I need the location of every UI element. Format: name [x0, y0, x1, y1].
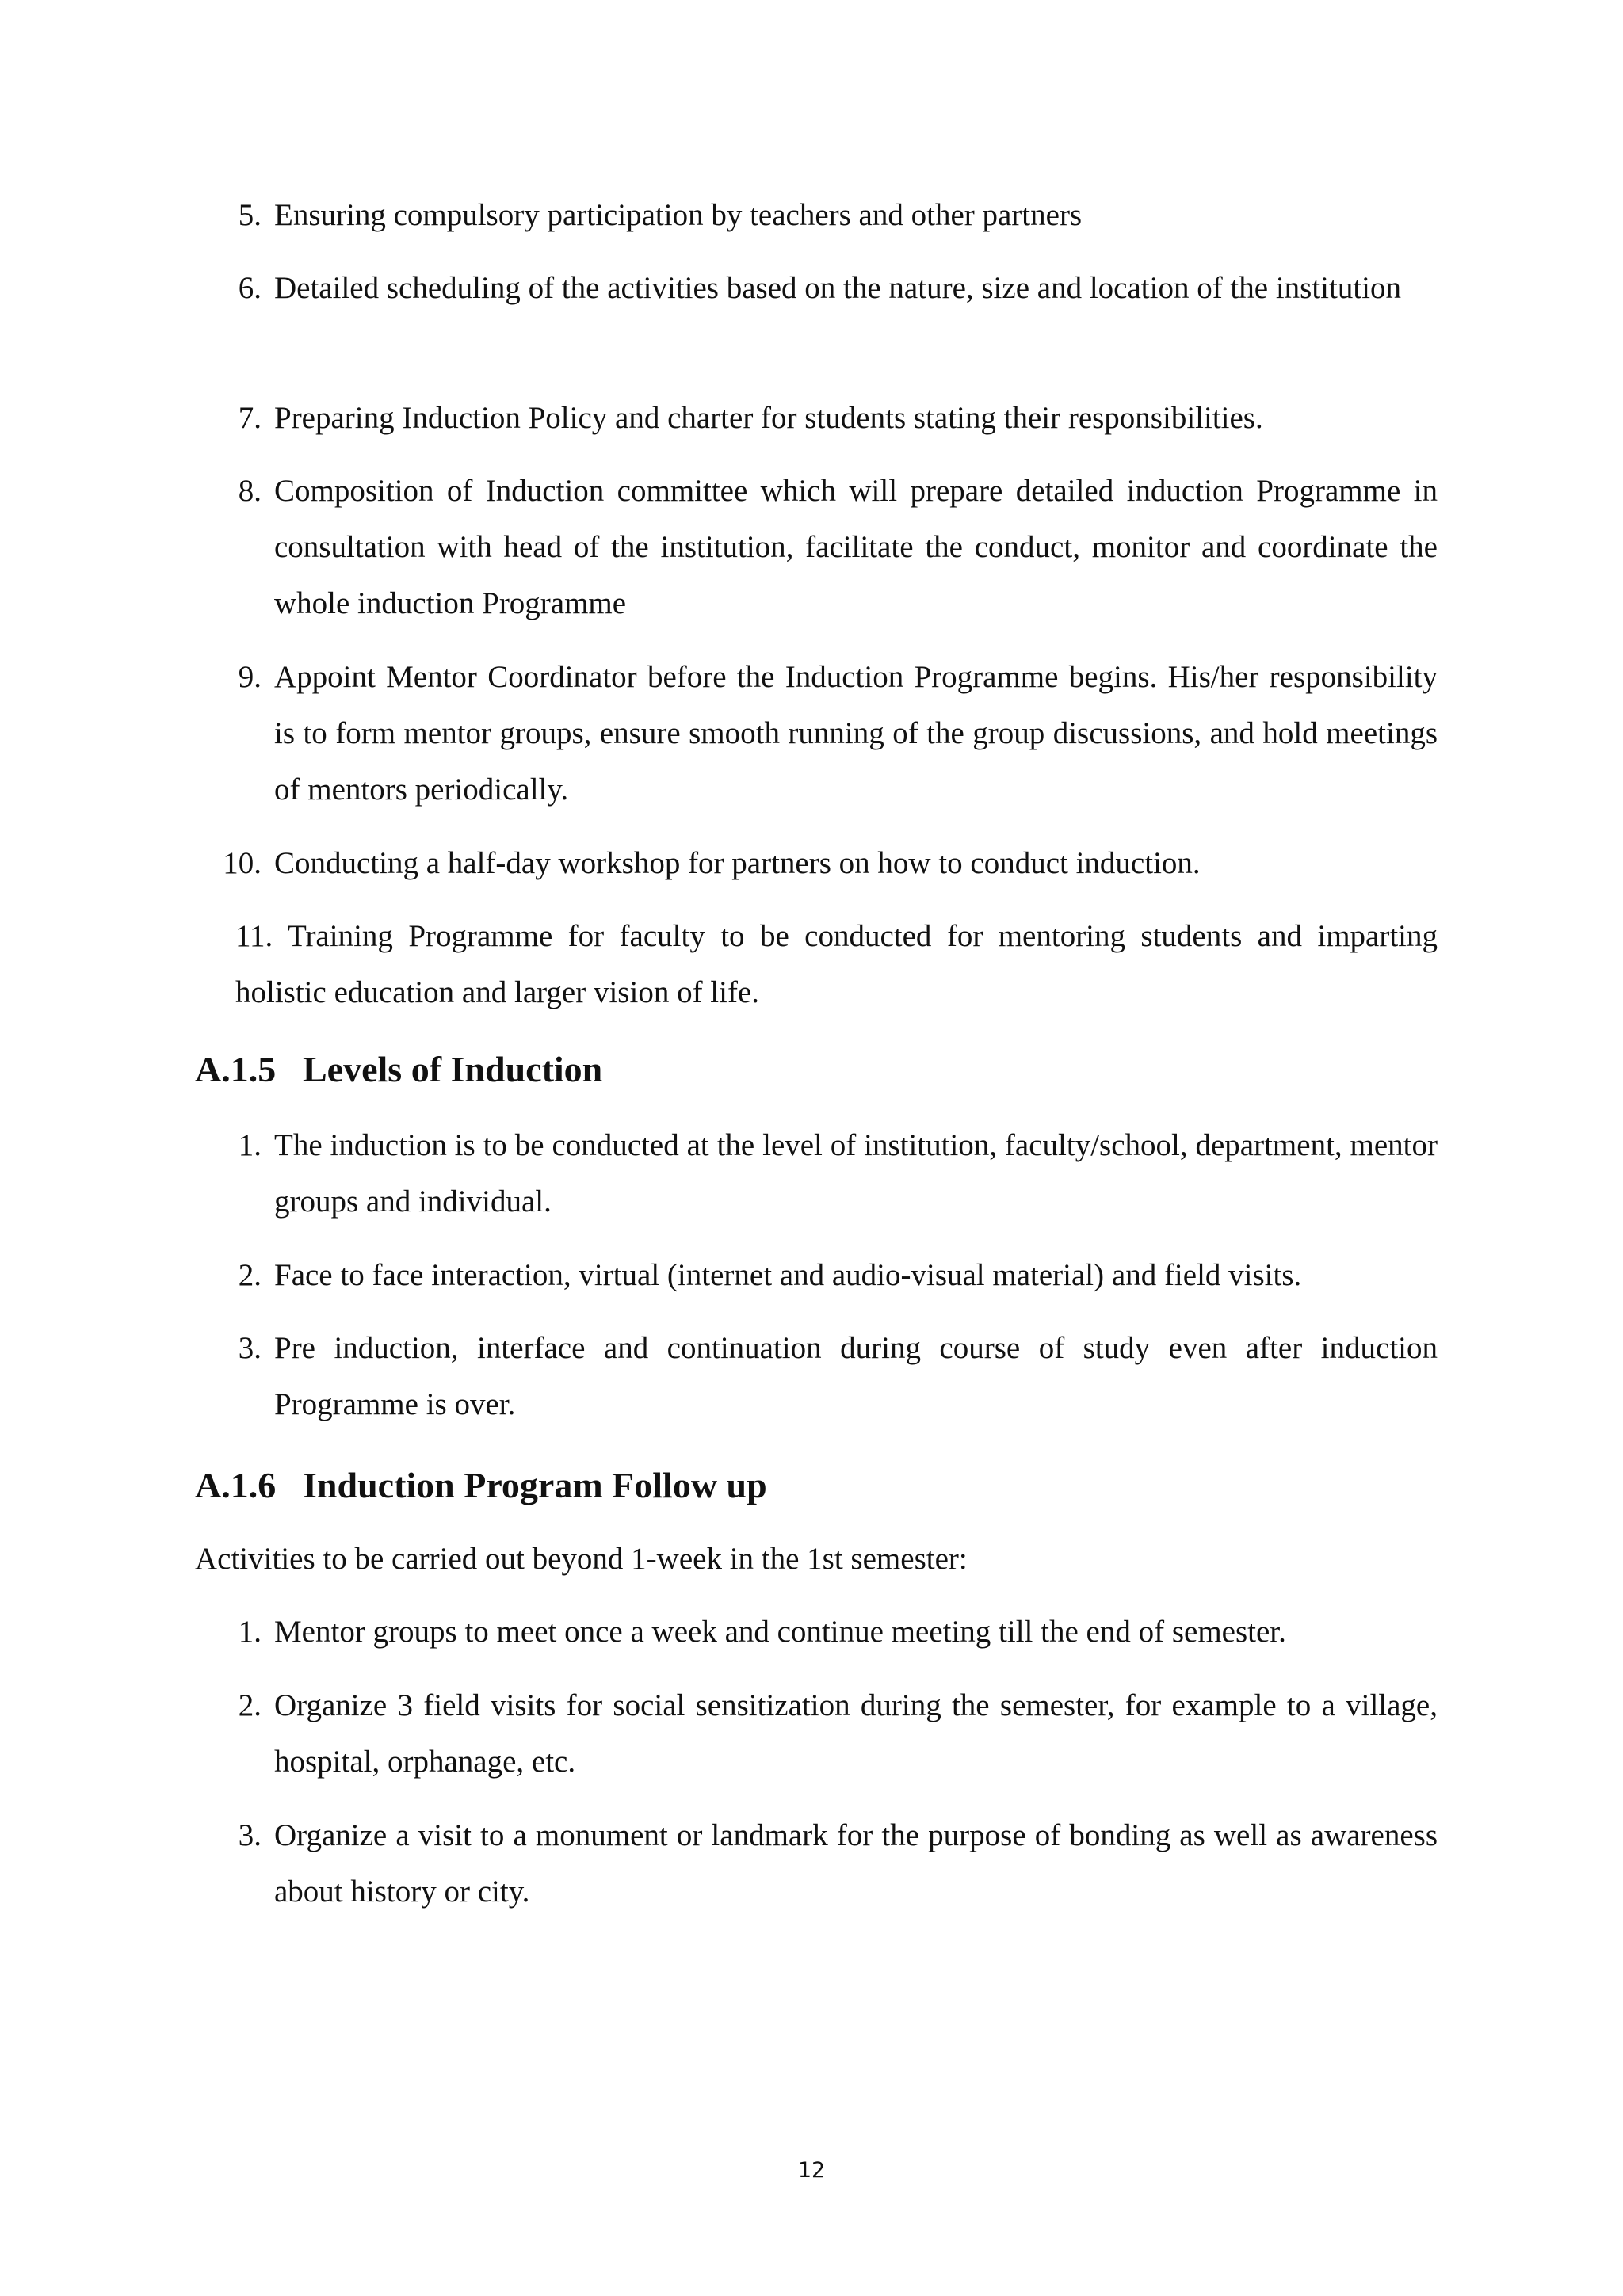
page-number: 12: [797, 2158, 826, 2183]
section-title: Induction Program Follow up: [303, 1465, 767, 1505]
list-text: Composition of Induction committee which will prepare detailed induction Programme in consultation with head of the institution, facilitate the conduct, monitor and coordinate the whole induction Programme: [274, 474, 1438, 620]
list-text: Ensuring compulsory participation by teachers and other partners: [274, 198, 1083, 232]
list-number: 3.: [238, 1331, 262, 1365]
list-text: Organize a visit to a monument or landmark for the purpose of bonding as well as awareness about history or city.: [274, 1818, 1438, 1909]
list-text: Organize 3 field visits for social sensitization during the semester, for example to a village, hospital, orphanage, etc.: [274, 1688, 1438, 1779]
list-text: Conducting a half-day workshop for partners on how to conduct induction.: [274, 846, 1201, 880]
section-intro: Activities to be carried out beyond 1-week in the 1st semester:: [195, 1542, 968, 1576]
section-title: Levels of Induction: [303, 1049, 603, 1089]
list-text: Detailed scheduling of the activities based on the nature, size and location of the institution: [274, 271, 1402, 305]
section-heading-a15: [195, 1046, 602, 1093]
list-number: 10.: [223, 846, 262, 880]
section-number: A.1.5: [195, 1049, 277, 1089]
list-text: Face to face interaction, virtual (internet and audio-visual material) and field visits.: [274, 1258, 1302, 1292]
list-item-11: 11. Training Programme for faculty to be conducted for mentoring students and imparting holistic education and larger vision of life.: [235, 919, 1438, 1009]
list-number: 1.: [238, 1615, 262, 1649]
list-number: 6.: [238, 271, 262, 305]
list-number: 2.: [238, 1688, 262, 1722]
list-text: Pre induction, interface and continuation during course of study even after induction Programme is over.: [274, 1331, 1438, 1421]
section-number: A.1.6: [195, 1465, 277, 1505]
section-heading-a16: [195, 1462, 767, 1509]
list-number: 7.: [238, 401, 262, 435]
list-number: 2.: [238, 1258, 262, 1292]
list-number: 8.: [238, 474, 262, 508]
list-text: Preparing Induction Policy and charter for students stating their responsibilities.: [274, 401, 1263, 435]
list-number: 5.: [238, 198, 262, 232]
list-number: 3.: [238, 1818, 262, 1852]
list-text: The induction is to be conducted at the level of institution, faculty/school, department, mentor groups and individual.: [274, 1128, 1438, 1219]
list-text: Appoint Mentor Coordinator before the Induction Programme begins. His/her responsibility is to form mentor groups, ensure smooth running of the group discussions, and hold meetings of mentors periodically.: [274, 660, 1438, 807]
list-number: 1.: [238, 1128, 262, 1162]
list-text: Mentor groups to meet once a week and continue meeting till the end of semester.: [274, 1615, 1286, 1649]
list-number: 9.: [238, 660, 262, 694]
